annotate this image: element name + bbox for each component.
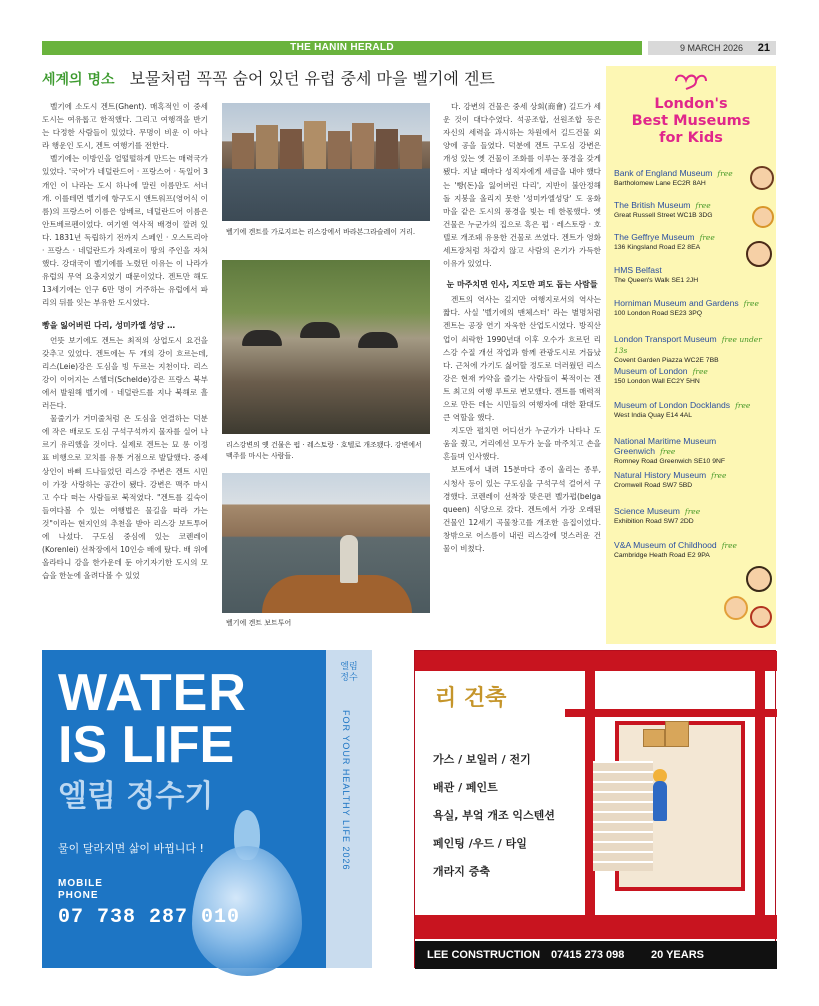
masthead-bar [42, 41, 642, 55]
footer-tagline: 20 YEARS EXPERIENCE [651, 949, 722, 989]
kid-illustration [724, 596, 748, 620]
paragraph: 겐트의 역사는 깊지만 여행지로서의 역사는 짧다. 사실 '벨기에의 맨체스터' 라는 별명처럼 겐트는 공장 연기 자욱한 산업도시였다. 방직산업이 쇠락한 1990년대 이후 오수가 흐르던 리스강 수질 개선 작업과 함께 관광도시로 거듭났다. 근처에 가기도 싫어할 정도로 더러웠던 리스강은 현재 카약을 즐기는 사람들이 북적이는 겐트 최고의 여행 루트로 변모했다. 겐트를 매력적으로 만든 데는 시민들의 여행자에 대한 환대도 큰 역할을 했다. [443, 295, 601, 423]
page-number: 21 [757, 42, 770, 54]
photo-caption: 벨기에 겐트 보트투어 [226, 619, 292, 627]
article-column-3 [443, 100, 601, 645]
brick-wall-illustration [593, 761, 653, 871]
ad-headline: WATER [58, 664, 247, 722]
museum-entry: V&A Museum of Childhood free Cambridge Heath Road E2 9PA [614, 540, 737, 559]
box-icon [665, 721, 689, 747]
article-column-1 [42, 100, 208, 645]
subheading: 빵을 잃어버린 다리, 성미카엘 성당 … [42, 320, 176, 330]
box-icon [643, 729, 665, 747]
museum-entry: Horniman Museum and Gardens free 100 London Road SE23 3PQ [614, 298, 759, 317]
service-item: 욕실, 부엌 개조 익스텐션 [433, 809, 555, 822]
paragraph: 지도만 펼치면 어디선가 누군가가 나타나 도움을 줬고, 거리에선 모두가 눈을 마주치고 손을 흔들며 인사했다. [443, 426, 601, 462]
ad-slogan: 물이 달라지면 삶이 바뀝니다 ! [58, 842, 204, 855]
footer-phone: 07415 273 098 [551, 949, 625, 961]
museum-entry: Natural History Museum free Cromwell Road SW7 5BD [614, 470, 727, 489]
section-label: 세계의 명소 [42, 72, 115, 88]
museum-entry: London Transport Museum free under 13s Covent Garden Piazza WC2E 7BB [614, 334, 762, 364]
service-item: 개라지 증축 [433, 865, 490, 878]
steel-beam [415, 651, 777, 671]
museum-entry: HMS Belfast The Queen's Walk SE1 2JH [614, 265, 699, 284]
vertical-slogan: FOR YOUR HEALTHY LIFE 2026 [341, 710, 351, 871]
museum-entry: The Geffrye Museum free 136 Kingsland Road E2 8EA [614, 232, 715, 251]
date-box [648, 41, 776, 55]
museum-entry: Museum of London Docklands free West India Quay E14 4AL [614, 400, 751, 419]
masthead-title: THE HANIN HERALD [290, 42, 394, 53]
water-purifier-ad [42, 650, 372, 968]
steel-beam [415, 915, 777, 939]
kid-illustration [750, 606, 772, 628]
service-item: 가스 / 보일러 / 전기 [433, 753, 531, 766]
kid-illustration [750, 166, 774, 190]
mobile-label: MOBILE PHONE [58, 878, 103, 901]
ad-footer [415, 941, 777, 989]
photo-canal-street [222, 103, 430, 221]
article-title: 보물처럼 꼭꼭 숨어 있던 유럽 중세 마을 벨기에 겐트 [129, 69, 495, 88]
photo-caption: 벨기에 겐트를 가로지르는 리스강에서 바라본그라슬레이 거리. [226, 228, 416, 236]
paragraph: 물줄기가 거미줄처럼 온 도심을 연결하는 덕분에 작은 배로도 도심 구석구석까지 물자를 실어 나르기 유리했을 것이다. 실제로 겐트는 묘 롱 이정표 비행으로 꼬치를 유통 거점으로 발달했다. 중세 상인이 바삐 드나들었던 리스강 주변은 겐트 시민이 가장 사랑하는 공간이 됐다. 강변은 맥주 마시고 수다 떠는 사람들로 북적였다. "겐트를 깊숙이 들여다볼 수 있는 여행법은 물길을 따라 가는 것"이라는 현지인의 추천을 받아 리스강 보트투어에 나섰다. 구도심 중심에 있는 코렌레이(Korenlei) 선착장에서 10인승 배에 탔다. 배 위에 올라타니 강을 한가운데 둔 아기자기한 도시의 모습을 한눈에 올려다볼 수 있었 [42, 414, 208, 581]
construction-ad [414, 650, 776, 989]
steel-beam [755, 671, 765, 915]
footer-company: LEE CONSTRUCTION [427, 949, 541, 961]
vertical-brand: 엘림 정수 [340, 662, 358, 683]
subheading: 눈 마주치면 인사, 지도만 펴도 돕는 사람들 [446, 280, 598, 290]
steel-beam [565, 709, 777, 717]
photo-riverside-terrace [222, 260, 430, 434]
service-item: 페인팅 /우드 / 타일 [433, 837, 527, 850]
worker-icon [653, 781, 667, 821]
issue-date: 9 MARCH 2026 [680, 43, 744, 53]
kid-illustration [746, 566, 772, 592]
museum-entry: The British Museum free Great Russell Street WC1B 3DG [614, 200, 713, 219]
paragraph: 보트에서 내려 15분마다 종이 울리는 종루, 시청사 등이 있는 구도심을 구석구석 걸어서 구경했다. 코렌레이 선착장 맞은편 벨가펍(belga queen) 식당으로 갔다. 겐트에서 가장 오래된 건물인 12세기 곡물창고를 개조한 음집이었다. 창밖으로 어스름이 내린 리스강에 멋스러운 건물이 비쳤다. [443, 465, 601, 553]
ad-company-name: 리 건축 [435, 686, 507, 711]
article-headline [42, 66, 602, 92]
museum-entry: Museum of London free 150 London Wall EC2Y 5HN [614, 366, 708, 385]
paragraph: 벨기에는 이방인을 얼떨떨하게 만드는 매력국가 있었다. '국어'가 네덜란드어 · 프랑스어 · 독일어 3개인 이 나라는 도시 하나에 말린 이름만도 서너 개. 이를테면 벨기에 항구도시 앤트워프(영어식 이름)의 프랑스어 이름은 앙베르, 네덜란드어 이름은 안트베르펜이었다. 여기엔 역사적 배경이 깔려 있다. 1831년 독립하기 전까지 스페인 · 오스트리아 · 프랑스 · 네덜란드가 차례로이 땅의 주인을 자처했다. 강대국이 벨기에를 노렸던 이유는 이 나라가 유럽의 무역 요충지였기 때문이었다. 겐트만 해도 13세기에는 인구 6만 명이 거주하는 유럽에서 파리의 뒤를 잇는 부유한 도시였다. [42, 154, 208, 308]
paragraph: 언뜻 보기에도 겐트는 최적의 상업도시 요건을 갖추고 있었다. 겐트에는 두 개의 강이 흐르는데, 리스(Leie)강은 도심을 빙 두르는 지천이다. 리스강이 이어지는 스헬더(Schelde)강은 프랑스 북부에서 발원해 벨기에 · 네덜란드를 지나 북해로 흘러든다. [42, 335, 208, 411]
paragraph: 벨기에 소도시 겐트(Ghent). 매혹적인 이 중세도시는 여유롭고 한적했다. 그리고 여행객을 반기는 다정한 사람들이 있었다. 무명이 비운 이 아나라 행운인 도시, 겐트 여행기를 전한다. [42, 102, 208, 151]
photo-caption: 리스강변의 옛 건물은 펍 · 레스토랑 · 호텔로 개조됐다. 강변에서 맥주를 마시는 사람들. [226, 441, 422, 460]
ad-brand: 엘림 정수기 [58, 779, 214, 814]
museum-entry: Science Museum free Exhibition Road SW7 2DD [614, 506, 701, 525]
kid-illustration [746, 241, 772, 267]
sidebar-title: London's Best Museums for Kids [631, 96, 751, 146]
museums-sidebar [606, 66, 776, 644]
ad-phone: 07 738 287 010 [58, 906, 241, 929]
kid-illustration [752, 206, 774, 228]
museum-entry: National Maritime Museum Greenwich free Romney Road Greenwich SE10 9NF [614, 436, 726, 465]
paragraph: 다. 강변의 건물은 중세 상회(商會) 길드가 세운 것이 대다수였다. 석공조합, 선원조합 등은 자신의 세력을 과시하는 차원에서 길드건물 외양에 공을 들였다. 덕분에 겐트 구도심 강변은 개성 있는 옛 건물이 조화를 이루는 풍경을 갖게 됐다. 지날 때마다 성직자에게 세금을 내야 했다는 '빵(돈)을 잃어버린 다리', 지반이 불안정해 돌 지붕을 올리지 못한 '성미카엘성당' 도 웅화마을 같은 도시의 풍경을 빛는 데 한몫했다. 옛 건물은 누군가의 집으로 혹은 펍 · 레스토랑 · 호텔로 개조돼 유용한 건물로 쓰였다. 겐트가 영화 세트장처럼 차갑지 않고 사람의 온기가 가득한 이유가 있었다. [443, 102, 601, 269]
museum-entry: Bank of England Museum free Bartholomew Lane EC2R 8AH [614, 168, 733, 187]
photo-boat-tour [222, 473, 430, 613]
service-item: 배관 / 페인트 [433, 781, 498, 794]
ad-headline: IS LIFE [58, 716, 235, 774]
heart-icon [674, 72, 708, 90]
